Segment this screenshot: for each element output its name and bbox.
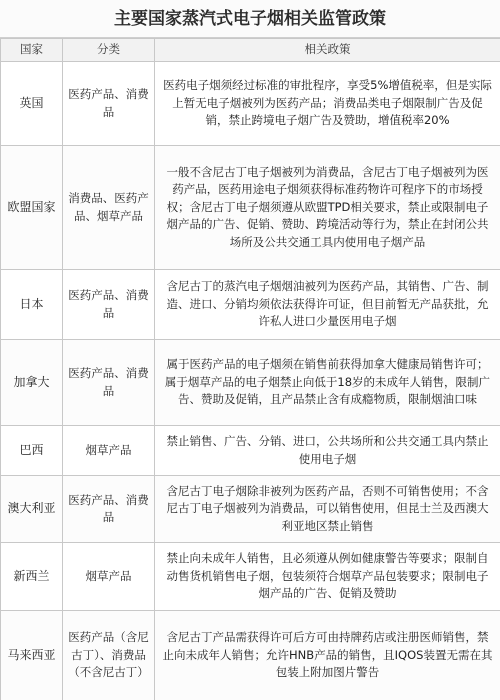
category-cell: 医药产品、消费品 xyxy=(63,270,155,340)
category-cell: 烟草产品 xyxy=(63,426,155,476)
table-row xyxy=(1,476,500,543)
table-row xyxy=(1,340,500,426)
country-cell: 新西兰 xyxy=(1,543,63,611)
policy-cell: 医药电子烟须经过标准的审批程序，享受5%增值税率，但是实际上暂无电子烟被列为医药产品；消费品类电子烟限制广告及促销，禁止跨境电子烟广告及赞助，增值税率20% xyxy=(155,62,500,146)
table-row xyxy=(1,270,500,340)
policy-table xyxy=(0,38,500,700)
policy-cell: 属于医药产品的电子烟须在销售前获得加拿大健康局销售许可；属于烟草产品的电子烟禁止向低于18岁的未成年人销售，限制广告、赞助及促销，且产品禁止含有成瘾物质，限制烟油口味 xyxy=(155,340,500,426)
policy-cell: 一般不含尼古丁电子烟被列为消费品，含尼古丁电子烟被列为医药产品，医药用途电子烟须获得标准药物许可程序下的市场授权；含尼古丁电子烟须遵从欧盟TPD相关要求，禁止或限制电子烟产品的广告、促销、赞助、跨境活动等行为，禁止在封闭公共场所及公共交通工具内使用电子烟产品 xyxy=(155,146,500,270)
header-country: 国家 xyxy=(1,39,63,62)
country-cell: 澳大利亚 xyxy=(1,476,63,543)
table-row xyxy=(1,426,500,476)
table-row xyxy=(1,543,500,611)
header-category: 分类 xyxy=(63,39,155,62)
category-cell: 烟草产品 xyxy=(63,543,155,611)
header-row xyxy=(1,39,500,62)
country-cell: 巴西 xyxy=(1,426,63,476)
policy-cell: 禁止向未成年人销售，且必须遵从例如健康警告等要求；限制自动售货机销售电子烟，包装须符合烟草产品包装要求；限制电子烟产品的广告、促销及赞助 xyxy=(155,543,500,611)
policy-cell: 含尼古丁电子烟除非被列为医药产品，否则不可销售使用；不含尼古丁电子烟被列为消费品，可以销售使用，但昆士兰及西澳大利亚地区禁止销售 xyxy=(155,476,500,543)
policy-cell: 含尼古丁产品需获得许可后方可由持牌药店或注册医师销售，禁止向未成年人销售；允许HNB产品的销售，且IQOS装置无需在其包装上附加图片警告 xyxy=(155,611,500,700)
country-cell: 欧盟国家 xyxy=(1,146,63,270)
country-cell: 日本 xyxy=(1,270,63,340)
country-cell: 马来西亚 xyxy=(1,611,63,700)
table-row xyxy=(1,62,500,146)
category-cell: 医药产品、消费品 xyxy=(63,340,155,426)
category-cell: 消费品、医药产品、烟草产品 xyxy=(63,146,155,270)
table-row xyxy=(1,146,500,270)
country-cell: 加拿大 xyxy=(1,340,63,426)
category-cell: 医药产品（含尼古丁）、消费品（不含尼古丁） xyxy=(63,611,155,700)
category-cell: 医药产品、消费品 xyxy=(63,62,155,146)
table-row xyxy=(1,611,500,700)
policy-cell: 含尼古丁的蒸汽电子烟烟油被列为医药产品，其销售、广告、制造、进口、分销均须依法获得许可证，但目前暂无产品获批，允许私人进口少量医用电子烟 xyxy=(155,270,500,340)
policy-cell: 禁止销售、广告、分销、进口，公共场所和公共交通工具内禁止使用电子烟 xyxy=(155,426,500,476)
category-cell: 医药产品、消费品 xyxy=(63,476,155,543)
header-policy: 相关政策 xyxy=(155,39,500,62)
country-cell: 英国 xyxy=(1,62,63,146)
table-title: 主要国家蒸汽式电子烟相关监管政策 xyxy=(0,0,500,38)
